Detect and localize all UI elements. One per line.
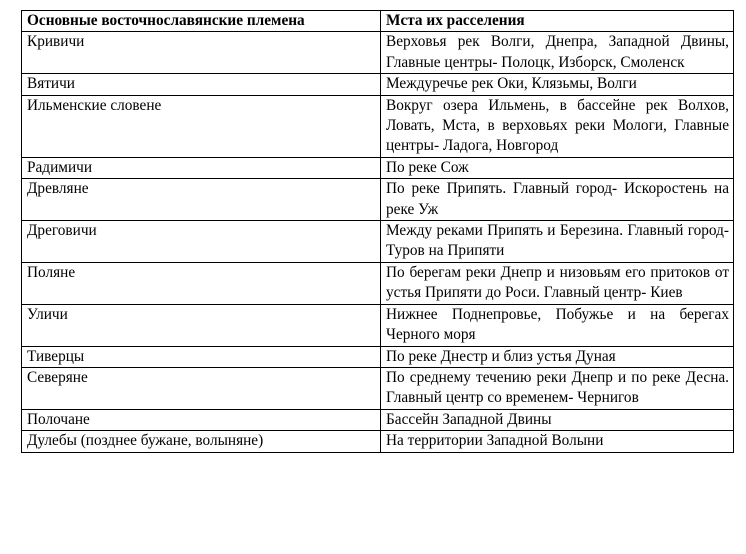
place-cell: По реке Днестр и близ устья Дуная xyxy=(381,346,734,367)
tribe-cell: Северяне xyxy=(22,367,381,409)
table-row xyxy=(22,346,734,367)
place-cell: Нижнее Поднепровье, Побужье и на берегах Черного моря xyxy=(381,304,734,346)
place-cell: Бассейн Западной Двины xyxy=(381,409,734,430)
column-header-place: Мста их расселения xyxy=(381,11,734,32)
place-cell: На территории Западной Волыни xyxy=(381,431,734,452)
tribe-cell: Кривичи xyxy=(22,32,381,74)
place-cell: По реке Припять. Главный город- Искоростень на реке Уж xyxy=(381,179,734,221)
tribe-cell: Поляне xyxy=(22,262,381,304)
table-row xyxy=(22,304,734,346)
tribe-cell: Радимичи xyxy=(22,157,381,178)
tribe-cell: Тиверцы xyxy=(22,346,381,367)
table-row xyxy=(22,179,734,221)
table-row xyxy=(22,409,734,430)
table-row xyxy=(22,262,734,304)
table-row xyxy=(22,431,734,452)
tribes-table xyxy=(21,10,734,453)
tribe-cell: Вятичи xyxy=(22,74,381,95)
tribe-cell: Дреговичи xyxy=(22,221,381,263)
place-cell: Верховья рек Волги, Днепра, Западной Двины, Главные центры- Полоцк, Изборск, Смоленск xyxy=(381,32,734,74)
table-row xyxy=(22,74,734,95)
tribe-cell: Древляне xyxy=(22,179,381,221)
tribe-cell: Уличи xyxy=(22,304,381,346)
place-cell: По берегам реки Днепр и низовьям его притоков от устья Припяти до Роси. Главный центр- Киев xyxy=(381,262,734,304)
header-row xyxy=(22,11,734,32)
tribe-cell: Полочане xyxy=(22,409,381,430)
place-cell: По среднему течению реки Днепр и по реке Десна. Главный центр со временем- Чернигов xyxy=(381,367,734,409)
table-row xyxy=(22,95,734,157)
table-row xyxy=(22,221,734,263)
column-header-tribe: Основные восточнославянские племена xyxy=(22,11,381,32)
tribe-cell: Ильменские словене xyxy=(22,95,381,157)
place-cell: По реке Сож xyxy=(381,157,734,178)
place-cell: Междуречье рек Оки, Клязьмы, Волги xyxy=(381,74,734,95)
place-cell: Вокруг озера Ильмень, в бассейне рек Волхов, Ловать, Мста, в верховьях реки Мологи, Главные центры- Ладога, Новгород xyxy=(381,95,734,157)
place-cell: Между реками Припять и Березина. Главный город- Туров на Припяти xyxy=(381,221,734,263)
table-row xyxy=(22,157,734,178)
tribe-cell: Дулебы (позднее бужане, волыняне) xyxy=(22,431,381,452)
table-row xyxy=(22,32,734,74)
table-row xyxy=(22,367,734,409)
